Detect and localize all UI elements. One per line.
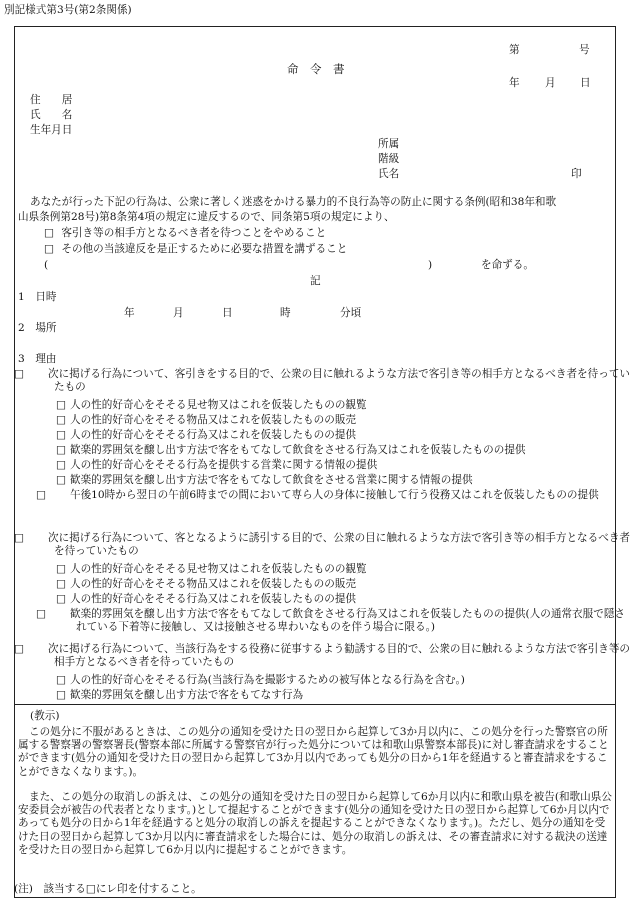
reason-sub-text: 歓楽的雰囲気を醸し出す方法で客をもてなして飲食をさせる行為又はこれを仮装したものの提供(人の通常衣服で隠されている下着等に接触し、又は接触させる卑わいなものを伴う場合に限る。) bbox=[70, 608, 626, 634]
dob-label: 生年月日 bbox=[30, 124, 73, 136]
reason-2-text: 次に掲げる行為について、客となるように誘引する目的で、公衆の目に触れるような方法で客引き等の相手方となるべき者を待っていたもの bbox=[48, 532, 630, 558]
reason-sub-text: 午後10時から翌日の午前6時までの間において専ら人の身体に接触して行う役務又はこれを仮装したものの提供 bbox=[70, 489, 599, 501]
reason-2-sub-4 bbox=[36, 608, 630, 634]
paren-open: ( bbox=[44, 259, 49, 271]
reason-sub-text: 人の性的好奇心をそそる物品又はこれを仮装したものの販売 bbox=[70, 578, 357, 590]
date-month: 月 bbox=[545, 77, 556, 89]
reason-2-sub-3 bbox=[56, 593, 356, 606]
checkbox-icon[interactable]: □ bbox=[56, 474, 67, 486]
instruction-divider bbox=[14, 704, 616, 705]
checkbox-icon[interactable]: □ bbox=[36, 608, 47, 620]
reason-sub-text: 人の性的好奇心をそそる見せ物又はこれを仮装したものの観覧 bbox=[70, 563, 367, 575]
checkbox-icon[interactable]: □ bbox=[56, 414, 67, 426]
instruction-para-1: この処分に不服があるときは、この処分の通知を受けた日の翌日から起算して3か月以内に、この処分を行った警察官の所属する警察署の警察署長(警察本部に所属する警察官が行った処分については和歌山県警察本部長)に対し審査請求をすることができます(処分の通知を受けた日の翌日から起算して3か月以内であっても処分の日から1年を経過すると審査請求をすることができなくなります。)。 bbox=[18, 726, 609, 778]
checkbox-icon[interactable]: □ bbox=[56, 444, 67, 456]
checkbox-icon[interactable]: □ bbox=[14, 532, 25, 544]
order-suffix: を命ずる。 bbox=[481, 259, 534, 271]
reason-2 bbox=[14, 532, 630, 558]
reason-sub-text: 人の性的好奇心をそそる行為又はこれを仮装したものの提供 bbox=[70, 593, 357, 605]
instruction-heading: (教示) bbox=[30, 710, 60, 722]
reason-3-text: 次に掲げる行為について、当該行為をする役務に従事するよう勧誘する目的で、公衆の目に触れるような方法で客引き等の相手方となるべき者を待っていたもの bbox=[48, 643, 630, 669]
footnote: (注) 該当する□にレ印を付すること。 bbox=[14, 883, 202, 895]
checkbox-icon[interactable]: □ bbox=[44, 227, 55, 239]
reason-1-text: 次に掲げる行為について、客引きをする目的で、公衆の目に触れるような方法で客引き等の相手方となるべき者を待っていたもの bbox=[48, 368, 630, 394]
checkbox-icon[interactable]: □ bbox=[44, 243, 55, 255]
order-option-1-text: 客引き等の相手方となるべき者を待つことをやめること bbox=[61, 227, 327, 239]
checkbox-icon[interactable]: □ bbox=[56, 674, 67, 686]
reason-2-sub-2 bbox=[56, 578, 356, 591]
checkbox-icon[interactable]: □ bbox=[56, 578, 67, 590]
dt-month: 月 bbox=[173, 307, 184, 319]
reason-1-sub-5 bbox=[56, 459, 377, 472]
issuer-affiliation-label: 所属 bbox=[378, 138, 400, 150]
issuer-name-label: 氏名 bbox=[378, 168, 400, 180]
reason-1-sub-7 bbox=[36, 489, 630, 502]
reason-1-sub-3 bbox=[56, 429, 356, 442]
issuer-rank-label: 階級 bbox=[378, 153, 400, 165]
instruction-para-2: また、この処分の取消しの訴えは、この処分の通知を受けた日の翌日から起算して6か月以内に和歌山県を被告(和歌山県公安委員会が被告の代表者となります。)として提起することができます(処分の通知を受けた日の翌日から起算して6か月以内であっても処分の日から1年を経過すると処分の取消しの訴えを提起することができなくなります。)。ただし、処分の通知を受けた日の翌日から起算して3か月以内に審査請求をした場合には、処分の取消しの訴えは、その審査請求に対する裁決の送達を受けた日の翌日から起算して6か月以内に提起することができます。 bbox=[18, 791, 612, 856]
name-label: 氏 名 bbox=[30, 109, 73, 121]
datetime-label: 1 日時 bbox=[18, 291, 57, 303]
place-label: 2 場所 bbox=[18, 322, 57, 334]
reason-3-sub-2 bbox=[56, 689, 303, 702]
reason-sub-text: 人の性的好奇心をそそる物品又はこれを仮装したものの販売 bbox=[70, 414, 357, 426]
order-option-1 bbox=[44, 227, 326, 240]
checkbox-icon[interactable]: □ bbox=[56, 459, 67, 471]
reason-sub-text: 歓楽的雰囲気を醸し出す方法で客をもてなす行為 bbox=[70, 689, 304, 701]
reason-3 bbox=[14, 643, 630, 669]
reason-3-sub-1 bbox=[56, 674, 465, 687]
checkbox-icon[interactable]: □ bbox=[14, 368, 25, 380]
dt-day: 日 bbox=[222, 307, 233, 319]
ki-heading: 記 bbox=[310, 275, 321, 287]
reason-1-sub-4 bbox=[56, 444, 526, 457]
checkbox-icon[interactable]: □ bbox=[56, 689, 67, 701]
checkbox-icon[interactable]: □ bbox=[56, 563, 67, 575]
checkbox-icon[interactable]: □ bbox=[14, 643, 25, 655]
intro-line-1: あなたが行った下記の行為は、公衆に著しく迷惑をかける暴力的不良行為等の防止に関する条例(昭和38年和歌 bbox=[30, 196, 557, 208]
checkbox-icon[interactable]: □ bbox=[36, 489, 47, 501]
dt-minute: 分頃 bbox=[340, 307, 362, 319]
page-title: 命 令 書 bbox=[287, 62, 345, 76]
dt-hour: 時 bbox=[280, 307, 291, 319]
reason-sub-text: 人の性的好奇心をそそる見せ物又はこれを仮装したものの観覧 bbox=[70, 399, 367, 411]
address-label: 住 居 bbox=[30, 94, 73, 106]
reason-1-sub-2 bbox=[56, 414, 356, 427]
reason-sub-text: 歓楽的雰囲気を醸し出す方法で客をもてなして飲食をさせる行為又はこれを仮装したものの提供 bbox=[70, 444, 526, 456]
paren-close: ) bbox=[428, 259, 433, 271]
order-option-2 bbox=[44, 243, 347, 256]
order-option-2-text: その他の当該違反を是正するために必要な措置を講ずること bbox=[61, 243, 348, 255]
number-dai: 第 bbox=[509, 44, 520, 56]
reason-sub-text: 歓楽的雰囲気を醸し出す方法で客をもてなして飲食をさせる営業に関する情報の提供 bbox=[70, 474, 473, 486]
reason-sub-text: 人の性的好奇心をそそる行為又はこれを仮装したものの提供 bbox=[70, 429, 357, 441]
reason-1 bbox=[14, 368, 630, 394]
dt-year: 年 bbox=[124, 307, 135, 319]
date-day: 日 bbox=[580, 77, 591, 89]
reason-2-sub-1 bbox=[56, 563, 367, 576]
checkbox-icon[interactable]: □ bbox=[56, 399, 67, 411]
date-year: 年 bbox=[509, 77, 520, 89]
reason-label: 3 理由 bbox=[18, 353, 57, 365]
reason-1-sub-1 bbox=[56, 399, 367, 412]
form-label: 別記様式第3号(第2条関係) bbox=[4, 4, 132, 16]
reason-sub-text: 人の性的好奇心をそそる行為を提供する営業に関する情報の提供 bbox=[70, 459, 378, 471]
checkbox-icon[interactable]: □ bbox=[56, 593, 67, 605]
seal-label: 印 bbox=[571, 168, 582, 180]
number-go: 号 bbox=[579, 44, 590, 56]
checkbox-icon[interactable]: □ bbox=[56, 429, 67, 441]
intro-line-2: 山県条例第28号)第8条第4項の規定に違反するので、同条第5項の規定により、 bbox=[18, 211, 395, 223]
reason-1-sub-6 bbox=[56, 474, 473, 487]
reason-sub-text: 人の性的好奇心をそそる行為(当該行為を撮影するための被写体となる行為を含む。) bbox=[70, 674, 465, 686]
